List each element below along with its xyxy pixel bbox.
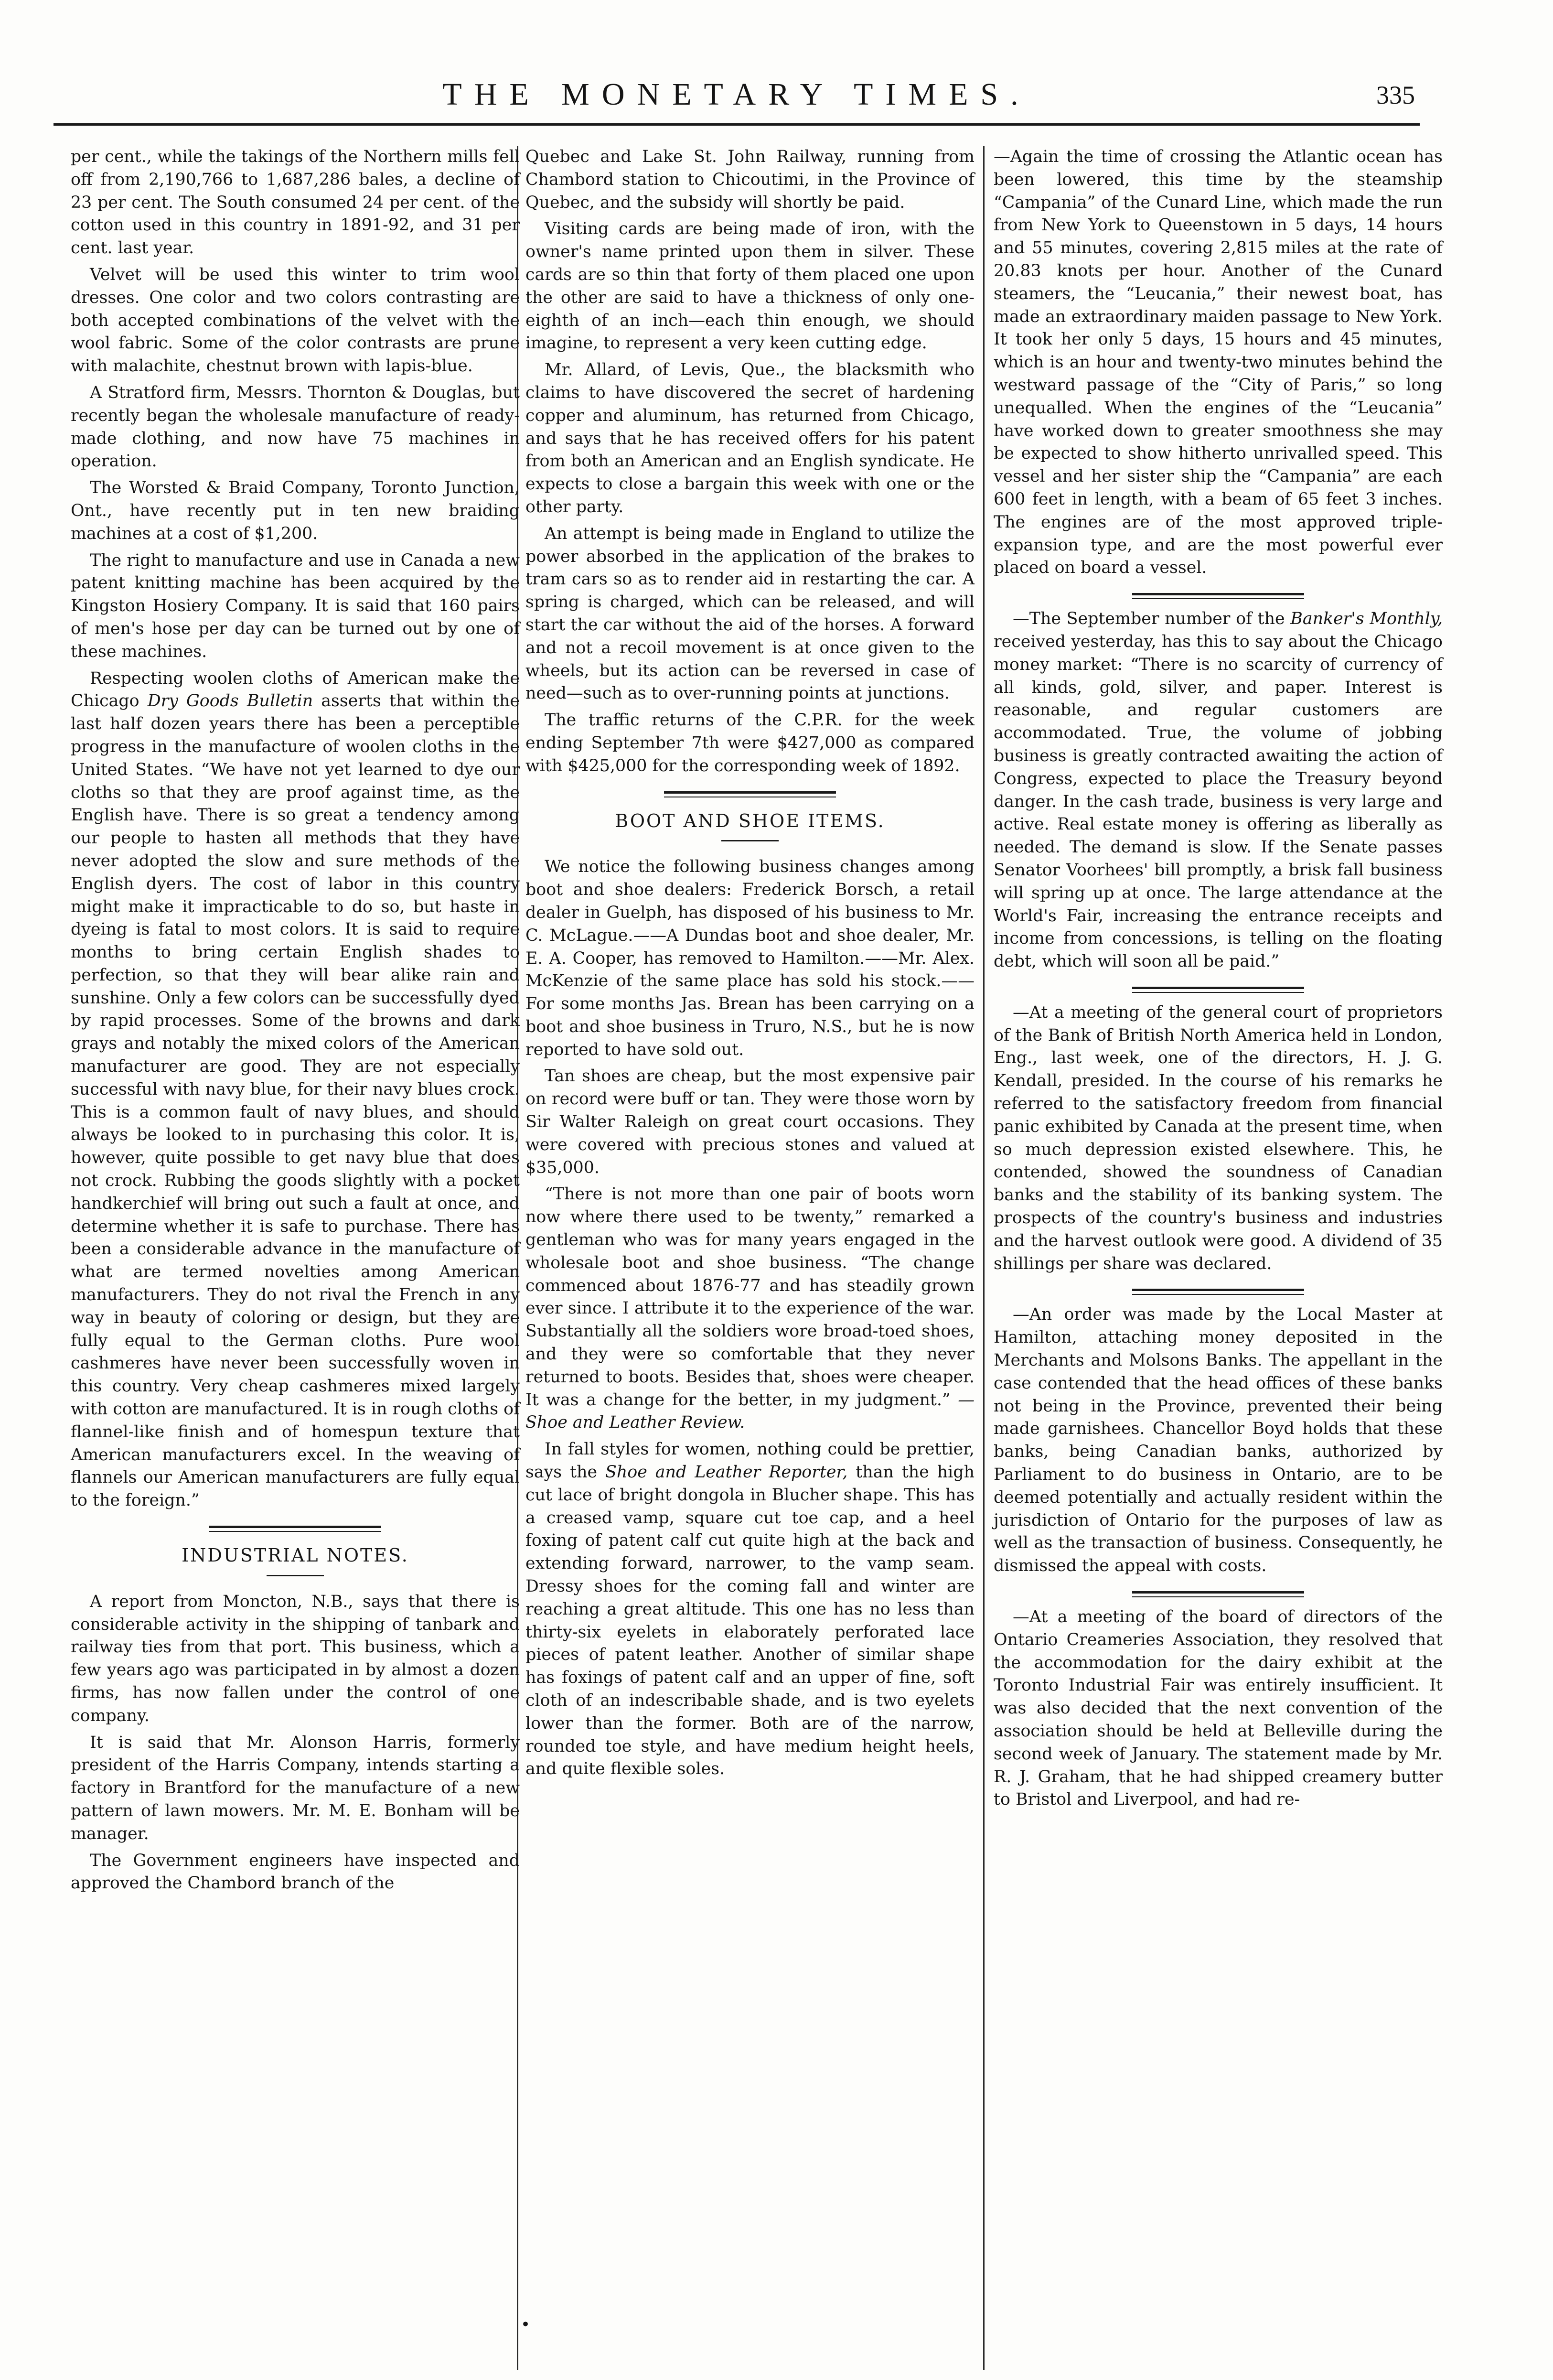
text-run: “There is not more than one pair of boots worn now where there used to be twenty,” remarked a gentleman who was for many years engaged in the wholesale boot and shoe business. “The change commenced about 1876-77 and has steadily grown ever since. I attribute it to the experience of the war. Substantially all the soldiers wore broad-toed shoes, and they were so comfortable that they never returned to boots. Besides that, shoes were cheaper. It was a change for the better, in my judgment.” xyxy=(525,1185,975,1410)
page-number: 335 xyxy=(1376,81,1415,109)
text-run: than the high cut lace of bright dongola in Blucher shape. This has a creased vamp, square cut toe cap, and a heel foxing of patent calf cut quite high at the back and extending forward, narrower, to the vamp seam. Dressy shoes for the coming fall and winter are reaching a great altitude. This one has no less than thirty-six eyelets in elaborately perforated lace pieces of patent leather. Another of similar shape has foxings of patent calf and an upper of fine, soft cloth of an indescribable shade, and is two eyelets lower than the former. Both are of the narrow, rounded toe style, and have medium height heels, and quite flexible soles. xyxy=(525,1463,975,1779)
article-paragraph: An attempt is being made in England to utilize the power absorbed in the application of the brakes to tram cars so as to render aid in restarting the car. A spring is charged, which can be released, and will start the car without the aid of the horses. A forward and not a recoil movement is at once given to the wheels, but its action can be reversed in case of need—such as to over-running points at junctions. xyxy=(525,524,975,703)
text-run: —The September number of the xyxy=(1013,609,1291,629)
article-paragraph: A Stratford firm, Messrs. Thornton & Douglas, but recently began the wholesale manufacture of ready-made clothing, and now have 75 machines in operation. xyxy=(71,383,520,471)
section-rule xyxy=(1132,593,1304,599)
text-run: Respecting woolen cloths of American make the Chicago xyxy=(71,668,520,711)
column-2 xyxy=(525,146,975,1785)
article-paragraph xyxy=(71,668,520,1512)
footer-mark: • xyxy=(521,2315,531,2334)
article-paragraph: Velvet will be used this winter to trim wool dresses. One color and two colors contrasting are both accepted combinations of the velvet with the wool fabric. Some of the color contrasts are prune with malachite, chestnut brown with lapis-blue. xyxy=(71,265,520,376)
article-paragraph: The right to manufacture and use in Canada a new patent knitting machine has been acquired by the Kingston Hosiery Company. It is said that 160 pairs of men's hose per day can be turned out by one of these machines. xyxy=(71,550,520,661)
text-run: asserts that within the last half dozen years there has been a perceptible progress in the manufacture of woolen cloths in the United States. “We have not yet learned to dye our cloths so that they are proof against time, as the English have. There is so great a tendency among our people to hasten all methods that they have never adopted the slow and sure methods of the English dyers. The cost of labor in this country might make it impracticable to do so, but haste in dyeing is fatal to most colors. It is said to require months to bring certain English shades to perfection, so that they will bear alike rain and sunshine. Only a few colors can be successfully dyed by rapid processes. Some of the browns and dark grays and notably the mixed colors of the American manufacturer are good. They are not especially successful with navy blue, for their navy blues crock. This is a common fault of navy blues, and should always be looked to in purchasing this color. It is, however, quite possible to get navy blue that does not crock. Rubbing the goods slightly with a pocket handkerchief will bring out such a fault at once, and determine whether it is safe to purchase. There has been a considerable advance in the manufacture of what are termed novelties among American manufacturers. They do not rival the French in any way in beauty of coloring or design, but they are fully equal to the German cloths. Pure wool cashmeres have never been successfully woven in this country. Very cheap cashmeres mixed largely with cotton are manufactured. It is in rough cloths of flannel-like finish and of homespun texture that American manufacturers excel. In the weaving of flannels our American manufacturers are fully equal to the foreign.” xyxy=(71,691,520,1510)
header-rule xyxy=(54,123,1420,126)
article-paragraph: The traffic returns of the C.P.R. for the week ending September 7th were $427,000 as compared with $425,000 for the corresponding week of 1892. xyxy=(525,711,975,775)
masthead xyxy=(54,72,1420,124)
section-heading: INDUSTRIAL NOTES. xyxy=(182,1545,409,1566)
article-paragraph: The Government engineers have inspected and approved the Chambord branch of the xyxy=(71,1851,520,1893)
column-1 xyxy=(71,146,520,1899)
heading-rule xyxy=(721,840,779,841)
section-rule xyxy=(1132,1289,1304,1295)
publication-name: Dry Goods Bulletin xyxy=(147,691,313,711)
publication-title: THE MONETARY TIMES. xyxy=(442,77,1031,112)
text-run: received yesterday, has this to say about the Chicago money market: “There is no scarcity of currency of all kinds, gold, silver, and paper. Interest is reasonable, and regular customers are accommodated. True, the volume of jobbing business is greatly contracted awaiting the action of Congress, expected to place the Treasury beyond danger. In the cash trade, business is very large and active. Real estate money is offering as liberally as needed. The demand is slow. If the Senate passes Senator Voorhees' bill promptly, a brisk fall business will spring up at once. The large attendance at the World's Fair, increasing the entrance receipts and income from concessions, is telling on the floating debt, which will soon all be paid.” xyxy=(994,632,1443,971)
section-rule xyxy=(1132,1591,1304,1597)
article-paragraph: Mr. Allard, of Levis, Que., the blacksmith who claims to have discovered the secret of hardening copper and aluminum, has returned from Chicago, and says that he has received offers for his patent from both an American and an English syndicate. He expects to close a bargain this week with one or the other party. xyxy=(525,360,975,517)
article-paragraph: Quebec and Lake St. John Railway, running from Chambord station to Chicoutimi, in the Province of Quebec, and the subsidy will shortly be paid. xyxy=(525,147,975,212)
article-paragraph: —Again the time of crossing the Atlantic ocean has been lowered, this time by the steamship “Campania” of the Cunard Line, which made the run from New York to Queenstown in 5 days, 14 hours and 55 minutes, covering 2,815 miles at the rate of 20.83 knots per hour. Another of the Cunard steamers, the “Leucania,” their newest boat, has made an extraordinary maiden passage to New York. It took her only 5 days, 15 hours and 45 minutes, which is an hour and twenty-two minutes behind the westward passage of the “City of Paris,” so long unequalled. When the engines of the “Leucania” have worked down to greater smoothness she may be expected to show hitherto unrivalled speed. This vessel and her sister ship the “Campania” are each 600 feet in length, with a beam of 65 feet 3 inches. The engines are of the most approved triple-expansion type, and are the most powerful ever placed on board a vessel. xyxy=(994,147,1443,578)
article-paragraph: per cent., while the takings of the Northern mills fell off from 2,190,766 to 1,687,286 bales, a decline of 23 per cent. The South consumed 24 per cent. of the cotton used in this country in 1891-92, and 31 per cent. last year. xyxy=(71,147,520,258)
section-heading: BOOT AND SHOE ITEMS. xyxy=(615,810,885,831)
column-divider xyxy=(983,146,985,2370)
article-paragraph: Visiting cards are being made of iron, with the owner's name printed upon them in silver. These cards are so thin that forty of them placed one upon the other are said to have a thickness of only one-eighth of an inch—each thin enough, we should imagine, to represent a very keen cutting edge. xyxy=(525,219,975,353)
article-paragraph xyxy=(994,608,1443,973)
column-3 xyxy=(994,146,1443,1815)
article-paragraph: It is said that Mr. Alonson Harris, formerly president of the Harris Company, intends starting a factory in Brantford for the manufacture of a new pattern of lawn mowers. Mr. M. E. Bonham will be manager. xyxy=(71,1733,520,1843)
text-run: In fall styles for women, nothing could be prettier, says the xyxy=(525,1440,975,1482)
heading-rule xyxy=(267,1575,324,1576)
article-paragraph: The Worsted & Braid Company, Toronto Junction, Ont., have recently put in ten new braiding machines at a cost of $1,200. xyxy=(71,478,520,543)
article-paragraph: —At a meeting of the general court of proprietors of the Bank of British North America held in London, Eng., last week, one of the directors, H. J. G. Kendall, presided. In the course of his remarks he referred to the satisfactory freedom from financial panic exhibited by Canada at the present time, when so much depression existed elsewhere. This, he contended, showed the soundness of Canadian banks and the stability of its banking system. The prospects of the country's business and industries and the harvest outlook were good. A dividend of 35 shillings per share was declared. xyxy=(994,1002,1443,1273)
section-rule xyxy=(209,1526,381,1532)
article-paragraph: —An order was made by the Local Master at Hamilton, attaching money deposited in the Merchants and Molsons Banks. The appellant in the case contended that the head offices of these banks not being in the Province, prevented their being made garnishees. Chancellor Boyd holds that these banks, being Canadian banks, authorized by Parliament to do business in Ontario, are to be deemed potentially and actually resident within the jurisdiction of Ontario for the purposes of law as well as the transaction of business. Consequently, he dismissed the appeal with costs. xyxy=(994,1305,1443,1576)
article-paragraph: Tan shoes are cheap, but the most expensive pair on record were buff or tan. They were those worn by Sir Walter Raleigh on great court occasions. They were covered with precious stones and valued at $35,000. xyxy=(525,1066,975,1177)
publication-name: Banker's Monthly, xyxy=(1290,609,1443,629)
article-paragraph: —At a meeting of the board of directors of the Ontario Creameries Association, they resolved that the accommodation for the dairy exhibit at the Toronto Industrial Fair was entirely insufficient. It was also decided that the next convention of the association should be held at Belleville during the second week of January. The statement made by Mr. R. J. Graham, that he had shipped creamery butter to Bristol and Liverpool, and had re- xyxy=(994,1607,1443,1809)
section-rule xyxy=(1132,987,1304,993)
source-credit: —Shoe and Leather Review. xyxy=(525,1390,975,1432)
article-paragraph xyxy=(525,1183,975,1434)
article-paragraph: A report from Moncton, N.B., says that there is considerable activity in the shipping of tanbark and railway ties from that port. This business, which a few years ago was participated in by almost a dozen firms, has now fallen under the control of one company. xyxy=(71,1592,520,1725)
article-paragraph: We notice the following business changes among boot and shoe dealers: Frederick Borsch, a retail dealer in Guelph, has disposed of his business to Mr. C. McLague.——A Dundas boot and shoe dealer, Mr. E. A. Cooper, has removed to Hamilton.——Mr. Alex. McKenzie of the same place has sold his stock.——For some months Jas. Brean has been carrying on a boot and shoe business in Truro, N.S., but he is now reported to have sold out. xyxy=(525,857,975,1059)
article-paragraph xyxy=(525,1438,975,1781)
section-rule xyxy=(664,791,836,797)
publication-name: Shoe and Leather Reporter, xyxy=(605,1463,848,1482)
